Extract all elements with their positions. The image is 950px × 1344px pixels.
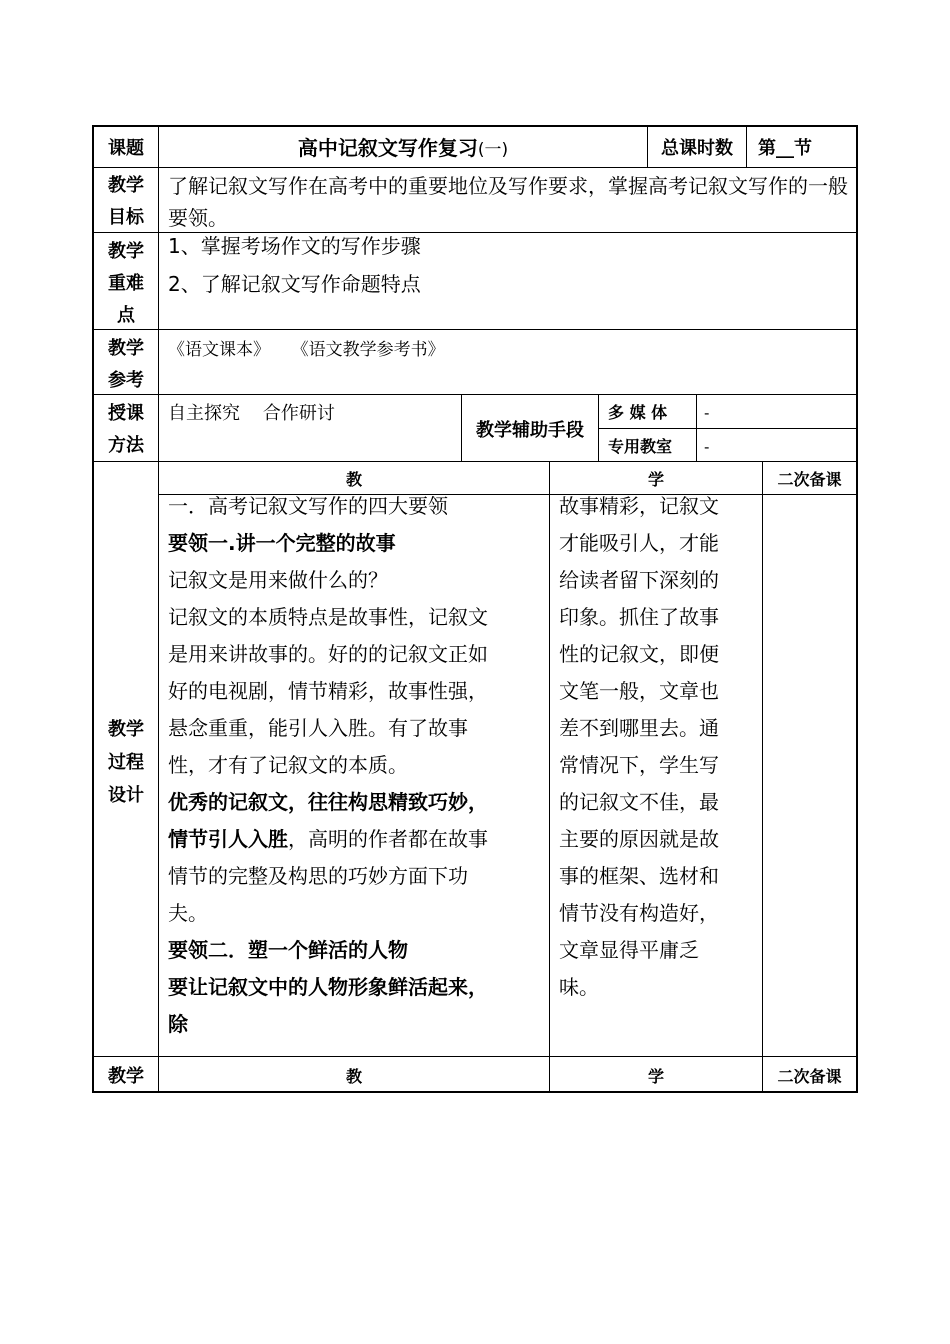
teach-line: 优秀的记叙文，往往构思精致巧妙， <box>168 790 488 814</box>
multimedia-value: - <box>704 404 710 422</box>
goals-label-line: 目标 <box>108 207 144 228</box>
lesson-title <box>159 132 647 167</box>
table-border <box>92 329 858 330</box>
teach-line: 悬念重重，能引人入胜。有了故事 <box>168 716 468 740</box>
table-border <box>92 167 858 168</box>
learn-content <box>559 488 757 1006</box>
col-header-learn: 学 <box>647 470 664 489</box>
table-border <box>92 394 858 395</box>
table-border <box>696 394 697 462</box>
classroom-value: - <box>704 438 710 456</box>
teach-line: 要领二．塑一个鲜活的人物 <box>168 938 408 962</box>
key-points-label <box>94 236 158 332</box>
teach-content <box>168 488 546 1043</box>
key-point-item: 1、掌握考场作文的写作步骤 <box>168 234 421 258</box>
process-label <box>94 713 158 812</box>
footer-col-second-prep: 二次备课 <box>777 1067 842 1086</box>
references-text: 《语文课本》 《语文教学参考书》 <box>168 340 445 360</box>
teach-line: 是用来讲故事的。好的的记叙文正如 <box>168 642 488 666</box>
table-border <box>92 125 858 127</box>
teach-line: 要让记叙文中的人物形象鲜活起来， <box>168 975 488 999</box>
teach-line <box>168 821 546 858</box>
learn-line: 差不到哪里去。通 <box>559 716 719 740</box>
process-label-line: 教学 <box>108 719 144 740</box>
key-points-list <box>168 227 850 303</box>
table-border <box>762 461 763 1093</box>
lesson-title-text: 高中记叙文写作复习 <box>297 136 478 160</box>
learn-line: 印象。抓住了故事 <box>559 605 719 629</box>
learn-line: 给读者留下深刻的 <box>559 568 719 592</box>
teach-line: 夫。 <box>168 901 208 925</box>
lesson-title-suffix: (一) <box>477 140 509 160</box>
footer-col-teach: 教 <box>345 1067 362 1086</box>
learn-line: 事的框架、选材和 <box>559 864 719 888</box>
learn-line: 才能吸引人，才能 <box>559 531 719 555</box>
goals-label-line: 教学 <box>108 175 144 196</box>
teach-line: 性，才有了记叙文的本质。 <box>168 753 408 777</box>
goals-label <box>94 170 158 234</box>
method-label <box>94 398 158 462</box>
method-text: 自主探究 合作研讨 <box>168 403 335 424</box>
learn-line: 文章显得平庸乏 <box>559 938 699 962</box>
key-point-item: 2、了解记叙文写作命题特点 <box>168 272 421 296</box>
table-border <box>158 125 159 1093</box>
learn-line: 性的记叙文，即便 <box>559 642 719 666</box>
teach-line-bold: 情节引人入胜 <box>168 827 288 851</box>
learn-line: 常情况下，学生写 <box>559 753 719 777</box>
method-label-line: 方法 <box>108 435 144 456</box>
learn-line: 故事精彩，记叙文 <box>559 494 719 518</box>
learn-line: 文笔一般，文章也 <box>559 679 719 703</box>
teach-line: 记叙文是用来做什么的？ <box>168 568 388 592</box>
learn-line: 主要的原因就是故 <box>559 827 719 851</box>
topic-label: 课题 <box>108 138 144 159</box>
col-header-teach: 教 <box>345 470 362 489</box>
key-points-label-line: 点 <box>117 305 135 326</box>
learn-line: 的记叙文不佳，最 <box>559 790 719 814</box>
table-border <box>746 125 747 168</box>
process-label-line: 设计 <box>108 785 144 806</box>
teach-line: 要领一.讲一个完整的故事 <box>168 531 396 555</box>
footer-col-learn: 学 <box>647 1067 664 1086</box>
section-number: 第__节 <box>758 138 812 159</box>
learn-line: 味。 <box>559 975 599 999</box>
footer-label: 教学 <box>108 1066 144 1087</box>
table-border <box>598 428 858 429</box>
table-border <box>856 125 858 1093</box>
teach-line: 记叙文的本质特点是故事性，记叙文 <box>168 605 488 629</box>
teach-line: 情节的完整及构思的巧妙方面下功 <box>168 864 468 888</box>
key-points-label-line: 重难 <box>108 273 144 294</box>
multimedia-label: 多 媒 体 <box>608 403 668 422</box>
table-border <box>549 461 550 1093</box>
teach-line: 好的电视剧，情节精彩，故事性强， <box>168 679 488 703</box>
teach-line: 除 <box>168 1012 188 1036</box>
references-label-line: 参考 <box>108 370 144 391</box>
process-label-line: 过程 <box>108 752 144 773</box>
aux-means-label: 教学辅助手段 <box>476 420 584 441</box>
key-points-label-line: 教学 <box>108 241 144 262</box>
table-border <box>598 394 599 462</box>
classroom-label: 专用教室 <box>608 437 673 456</box>
total-hours-label: 总课时数 <box>661 138 733 159</box>
goals-text: 了解记叙文写作在高考中的重要地位及写作要求，掌握高考记叙文写作的一般要领。 <box>168 174 848 230</box>
references-label-line: 教学 <box>108 338 144 359</box>
method-label-line: 授课 <box>108 403 144 424</box>
learn-line: 情节没有构造好， <box>559 901 719 925</box>
table-border <box>92 1056 858 1057</box>
col-header-second-prep: 二次备课 <box>777 470 842 489</box>
teach-line: 一．高考记叙文写作的四大要领 <box>168 494 448 518</box>
teach-line-rest: ，高明的作者都在故事 <box>288 827 488 851</box>
references-label <box>94 333 158 397</box>
